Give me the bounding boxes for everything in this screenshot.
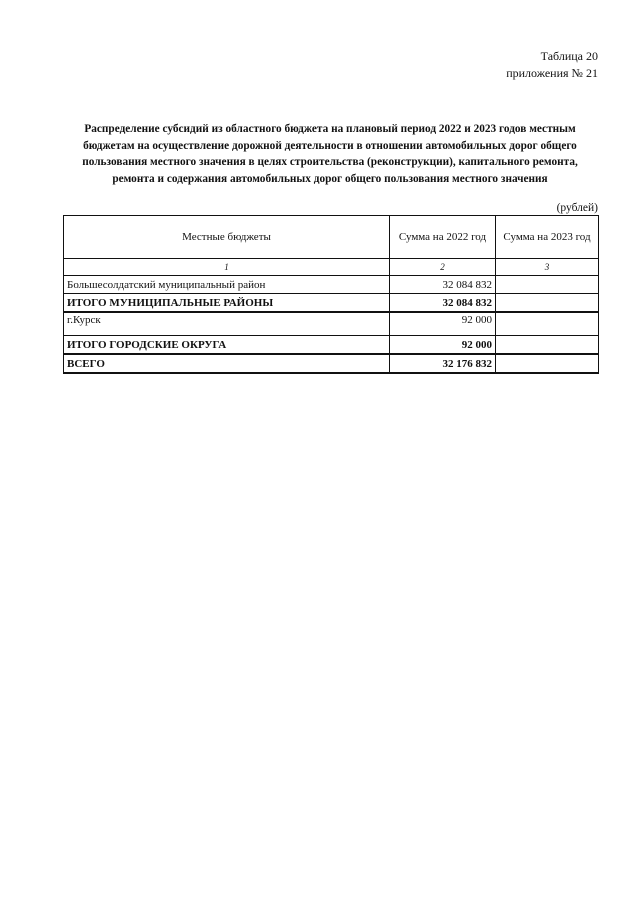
document-title: Распределение субсидий из областного бюджета на плановый период 2022 и 2023 годов местным бюджетам на осуществление дорожной деятельности в отношении автомобильных дорог общего пользования местного значения в целях строительства (реконструкции), капитального ремонта, ремонта и содержания автомобильных дорог общего пользования местного значения	[82, 123, 578, 185]
table-row-grand-total	[64, 354, 599, 373]
appendix-number: приложения № 21	[506, 66, 598, 80]
sum-2023	[496, 294, 599, 313]
column-number: 1	[64, 259, 390, 276]
sum-2022: 32 084 832	[390, 294, 496, 313]
table-row-total	[64, 336, 599, 355]
sum-2023	[496, 336, 599, 355]
sum-2023	[496, 354, 599, 373]
budget-name: ИТОГО ГОРОДСКИЕ ОКРУГА	[64, 336, 390, 355]
table-row	[64, 276, 599, 294]
budget-name: ВСЕГО	[64, 354, 390, 373]
document-reference	[506, 48, 598, 82]
sum-2022: 92 000	[390, 336, 496, 355]
sum-2023	[496, 312, 599, 336]
budget-name: ИТОГО МУНИЦИПАЛЬНЫЕ РАЙОНЫ	[64, 294, 390, 313]
sum-2023	[496, 276, 599, 294]
column-header-sum-2023: Сумма на 2023 год	[496, 216, 599, 259]
table-row-total	[64, 294, 599, 313]
column-number: 3	[496, 259, 599, 276]
table-number: Таблица 20	[540, 49, 598, 63]
column-header-sum-2022: Сумма на 2022 год	[390, 216, 496, 259]
table-row	[64, 312, 599, 336]
budget-name: г.Курск	[64, 312, 390, 336]
sum-2022: 32 176 832	[390, 354, 496, 373]
budget-table	[63, 215, 599, 374]
units-label: (рублей)	[556, 202, 598, 214]
sum-2022: 32 084 832	[390, 276, 496, 294]
sum-2022: 92 000	[390, 312, 496, 336]
budget-name: Большесолдатский муниципальный район	[64, 276, 390, 294]
column-number: 2	[390, 259, 496, 276]
table-header-row	[64, 216, 599, 259]
column-header-budgets: Местные бюджеты	[64, 216, 390, 259]
column-numbering-row	[64, 259, 599, 276]
